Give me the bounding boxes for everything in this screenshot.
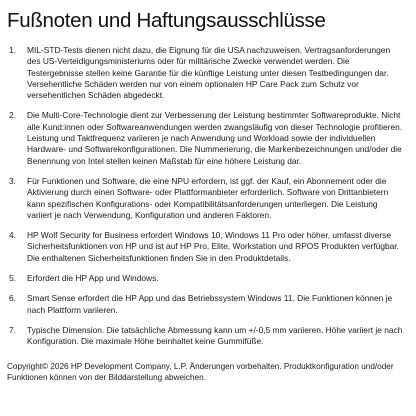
footnote-item xyxy=(7,176,409,221)
footnote-number: 5. xyxy=(9,273,16,284)
footnote-number: 3. xyxy=(9,175,16,186)
footnote-item xyxy=(7,110,409,166)
footnote-text: Smart Sense erfordert die HP App und das Betriebssystem Windows 11. Die Funktionen können je nach Plattform variieren. xyxy=(27,293,393,315)
footnote-list xyxy=(7,45,409,348)
footnote-number: 2. xyxy=(9,110,16,121)
footnote-number: 7. xyxy=(9,324,16,335)
page-title: Fußnoten und Haftungsausschlüsse xyxy=(7,9,326,32)
footnote-text: MIL-STD-Tests dienen nicht dazu, die Eignung für die USA nachzuweisen. Vertragsanforderungen des US-Verteidigungsministeriums oder für militärische Zwecke verwendet werden. Die Testergebnisse stellen keine Garantie für die künftige Leistung unter diesen Testbedingungen dar. Versehentliche Schäden werden nur von einem optionalen HP Care Pack zum Schutz vor versehentlichen Schäden abgedeckt. xyxy=(27,45,391,101)
footnote-item xyxy=(7,325,409,348)
footnote-item xyxy=(7,45,409,101)
footnote-item xyxy=(7,273,409,284)
footnote-text: Die Multi-Core-Technologie dient zur Verbesserung der Leistung bestimmter Softwareprodukte. Nicht alle Kund:innen oder Softwareanwendungen werden zwangsläufig von dieser Technologie profitieren. Leistung und Taktfrequenz variieren je nach Anwendung und Workload sowie der individuellen Hardware- und Softwarekonfigurationen. Die Nummerierung, die Markenbezeichnungen und/oder die Benennung von Intel stellen keinen Maßstab für eine höhere Leistung dar. xyxy=(27,110,403,166)
footnote-text: Typische Dimension. Die tatsächliche Abmessung kann um +/-0,5 mm variieren. Höhe variiert je nach Konfiguration. Die maximale Höhe beinhaltet keine Gummifüße. xyxy=(27,324,403,347)
footnote-item xyxy=(7,230,409,264)
copyright-notice: Copyright© 2026 HP Development Company, L.P. Änderungen vorbehalten. Produktkonfiguration und/oder Funktionen können von der Bilddarstellung abweichen. xyxy=(7,361,394,382)
footnote-number: 6. xyxy=(9,293,16,304)
footnote-text: Für Funktionen und Software, die eine NPU erfordern, ist ggf. der Kauf, ein Abonnement oder die Aktivierung durch einen Software- oder Plattformanbieter erforderlich. Software von Drittanbietern kann spezifischen Konfigurations- oder Kompatibilitätsanforderungen unterliegen. Die Leistung variiert je nach Verwendung, Konfiguration und anderen Faktoren. xyxy=(27,175,389,220)
footnote-text: HP Wolf Security for Business erfordert Windows 10, Windows 11 Pro oder höher, umfasst diverse Sicherheitsfunktionen von HP und ist auf HP Pro, Elite, Workstation und RPOS Produkten verfügbar. Die enthaltenen Sicherheitsfunktionen finden Sie in den Produktdetails. xyxy=(27,230,399,263)
footnote-text: Erfordert die HP App und Windows. xyxy=(27,273,159,284)
footnote-number: 4. xyxy=(9,230,16,241)
footnote-number: 1. xyxy=(9,45,16,55)
footnote-item xyxy=(7,293,409,316)
